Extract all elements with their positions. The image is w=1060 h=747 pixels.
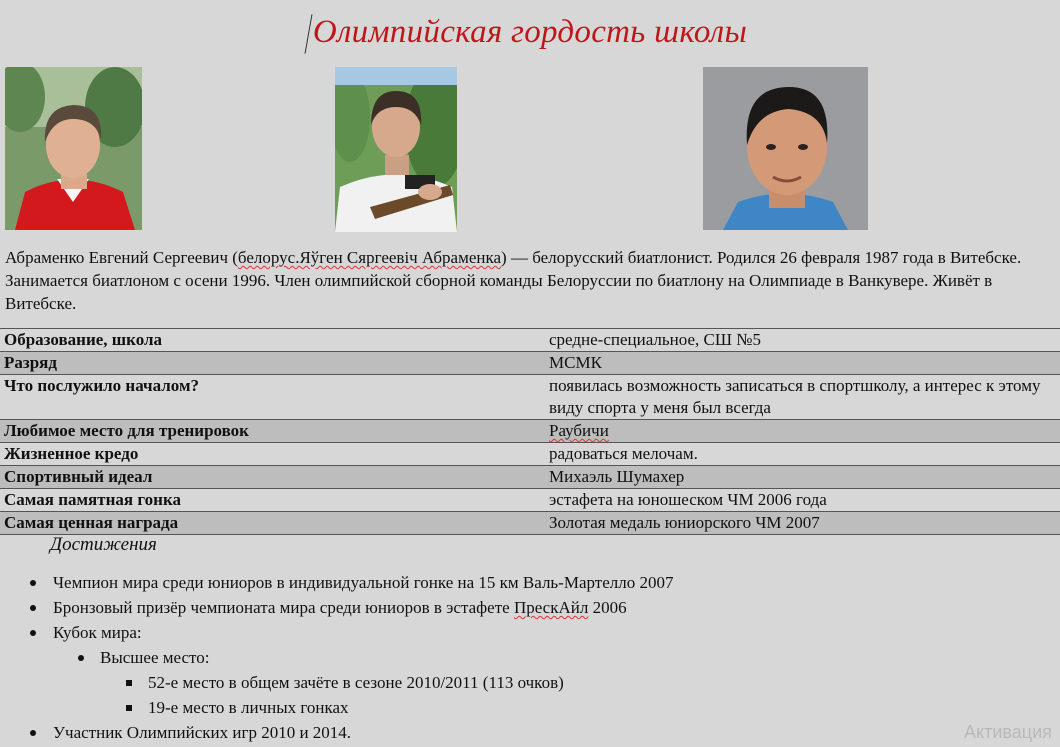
table-row	[0, 420, 1060, 443]
row-key: Самая памятная гонка	[0, 489, 545, 512]
row-value-text: Раубичи	[549, 421, 609, 440]
table-row	[0, 466, 1060, 489]
bullet-icon	[30, 605, 36, 611]
table-row	[0, 352, 1060, 375]
row-value: Михаэль Шумахер	[545, 466, 1060, 489]
bullet-icon	[78, 655, 84, 661]
row-key: Самая ценная награда	[0, 512, 545, 535]
achievement-subtext: Высшее место:	[100, 648, 210, 667]
table-row	[0, 329, 1060, 352]
row-value: появилась возможность записаться в спортшколу, а интерес к этому виду спорта у меня был всегда	[545, 375, 1060, 420]
achievement-text: Участник Олимпийских игр 2010 и 2014.	[53, 723, 352, 742]
info-table	[0, 328, 1060, 535]
square-bullet-icon	[126, 705, 132, 711]
activation-watermark: Активация	[964, 722, 1052, 742]
row-value: средне-специальное, СШ №5	[545, 329, 1060, 352]
achievement-subtext: 52-е место в общем зачёте в сезоне 2010/2011 (113 очков)	[148, 673, 564, 692]
bullet-icon	[30, 630, 36, 636]
table-row	[0, 512, 1060, 535]
achievement-text: Чемпион мира среди юниоров в индивидуальной гонке на 15 км Валь-Мартелло 2007	[53, 573, 674, 592]
table-row	[0, 375, 1060, 420]
bio-text: Абраменко Евгений Сергеевич (	[5, 248, 238, 267]
bio-text-cont: ) — белорусский биатлонист. Родился 26 февраля 1987 года в Витебске. Занимается биатлоном с осени 1996. Член олимпийской сборной команды Белоруссии по биатлону на Олимпиаде в Ванкувере. Живёт в Витебске.	[5, 248, 1022, 313]
achievement-text-a: Бронзовый призёр чемпионата мира среди юниоров в эстафете	[53, 598, 514, 617]
row-value	[545, 420, 1060, 443]
athlete-photo-3[interactable]	[703, 67, 868, 230]
table-row	[0, 443, 1060, 466]
row-value: эстафета на юношеском ЧМ 2006 года	[545, 489, 1060, 512]
row-key: Образование, школа	[0, 329, 545, 352]
achievement-text	[53, 597, 627, 619]
achievement-text: Кубок мира:	[53, 623, 142, 642]
bullet-icon	[30, 730, 36, 736]
row-key: Любимое место для тренировок	[0, 420, 545, 443]
page-title: Олимпийская гордость школы	[312, 14, 748, 50]
achievements-heading: Достижения	[50, 534, 157, 555]
row-key: Разряд	[0, 352, 545, 375]
square-bullet-icon	[126, 680, 132, 686]
achievement-place: ПрескАйл	[513, 598, 589, 617]
bio-belarusian-name: белорус.Яўген Сяргеевіч Абраменка	[237, 248, 502, 267]
athlete-photo-2[interactable]	[335, 67, 457, 232]
athlete-photo-with-rifle-icon	[335, 67, 457, 232]
biography-paragraph	[5, 246, 1055, 315]
row-key: Что послужило началом?	[0, 375, 545, 420]
achievement-year: 2006	[588, 598, 627, 617]
achievement-subtext: 19-е место в личных гонках	[148, 698, 349, 717]
table-row	[0, 489, 1060, 512]
athlete-photo-blue-shirt-icon	[703, 67, 868, 230]
row-value: радоваться мелочам.	[545, 443, 1060, 466]
bullet-icon	[30, 580, 36, 586]
row-key: Жизненное кредо	[0, 443, 545, 466]
row-value: МСМК	[545, 352, 1060, 375]
row-value: Золотая медаль юниорского ЧМ 2007	[545, 512, 1060, 535]
athlete-photo-1[interactable]	[5, 67, 142, 230]
row-key: Спортивный идеал	[0, 466, 545, 489]
athlete-photo-red-jacket-icon	[5, 67, 142, 230]
